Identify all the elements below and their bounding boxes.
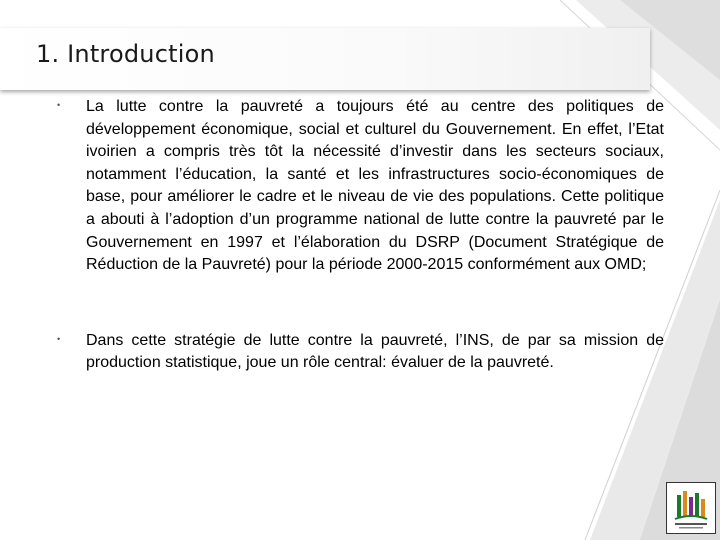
slide-title: 1. Introduction <box>36 40 215 68</box>
bullet-marker: • <box>57 333 61 344</box>
bullet-item <box>50 96 664 277</box>
bullet-item <box>50 330 664 375</box>
bullet-marker: • <box>57 100 61 110</box>
bullet-text: Dans cette stratégie de lutte contre la pauvreté, l’INS, de par sa mission de production statistique, joue un rôle central: évaluer de la pauvreté. <box>86 331 664 372</box>
bullet-list <box>50 96 664 375</box>
institution-logo-icon <box>667 483 715 533</box>
institution-logo <box>666 482 716 534</box>
bullet-text: La lutte contre la pauvreté a toujours été au centre des politiques de développement économique, social et culturel du Gouvernement. En effet, l’Etat ivoirien a compris très tôt la nécessité d’investir dans les secteurs sociaux, notamment l’éducation, la santé et les infrastructures socio-économiques de base, pour améliorer le cadre et le niveau de vie des populations. Cette politique a abouti à l’adoption d’un programme national de lutte contre la pauvreté par le Gouvernement en 1997 et l’élaboration du DSRP (Document Stratégique de Réduction de la Pauvreté) pour la période 2000-2015 conformément aux OMD; <box>86 98 664 274</box>
